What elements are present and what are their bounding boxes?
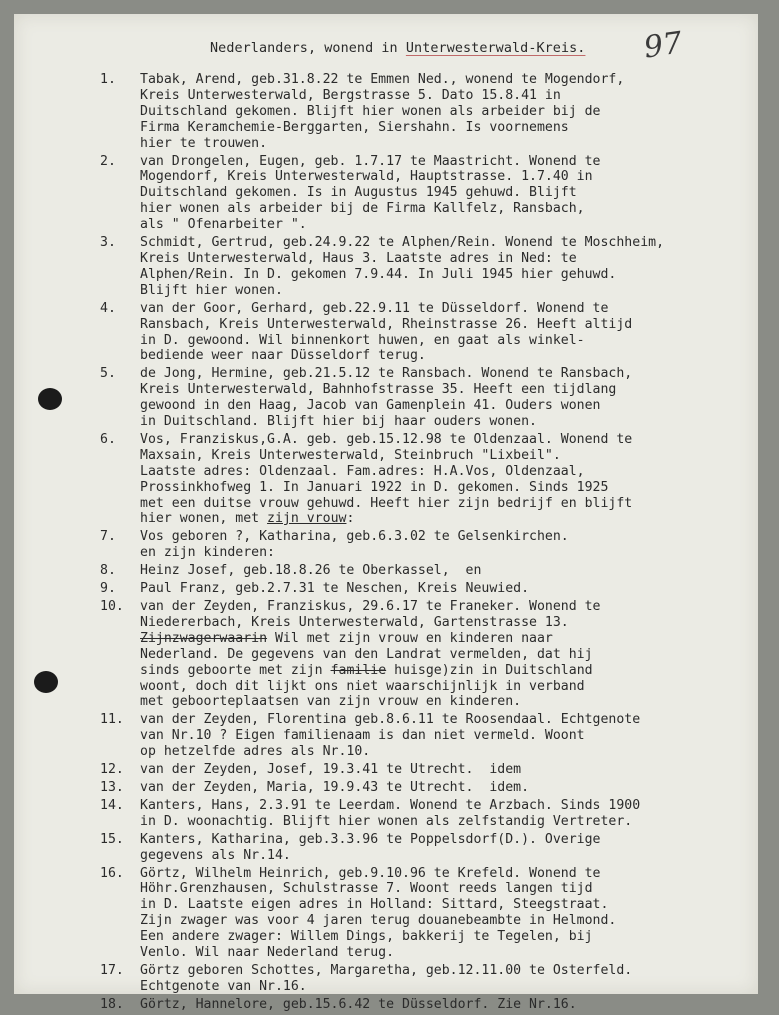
list-item [100,762,760,778]
entry-text: Görtz geboren Schottes, Margaretha, geb.12.11.00 te Osterfeld. Echtgenote van Nr.16. [140,962,633,994]
struck-text: familie [330,662,387,678]
entry-text-continued: Wil met zijn vrouw en kinderen naar Nederland. De gegevens van den Landrat vermelden, dat hij sinds geboorte met zijn [140,630,593,678]
entry-text-continued: huisge)zin in Duitschland woont, doch dit lijkt ons niet waarschijnlijk in verband met geboorteplaatsen van zijn vrouw en kinderen. [140,662,593,710]
entry-text: van der Zeyden, Josef, 19.3.41 te Utrecht. idem [140,762,522,778]
list-item [100,997,760,1013]
entry-number: 4. [100,300,116,316]
list-item [100,72,760,152]
list-item [100,235,760,299]
list-item [100,529,760,561]
list-item [100,798,760,830]
entry-text: Kanters, Katharina, geb.3.3.96 te Poppelsdorf(D.). Overige gegevens als Nr.14. [140,831,601,863]
entry-number: 3. [100,235,116,251]
entry-text: Schmidt, Gertrud, geb.24.9.22 te Alphen/Rein. Wonend te Moschheim, Kreis Unterwesterwald, Haus 3. Laatste adres in Ned: te Alphen/Rein. In D. gekomen 7.9.44. In Juli 1945 hier gehuwd. Blijft hier wonen. [140,235,665,298]
list-item [100,832,760,864]
entry-text: Paul Franz, geb.2.7.31 te Neschen, Kreis Neuwied. [140,581,530,597]
list-item [100,866,760,961]
struck-text: Zijnzwagerwaarin [140,630,268,646]
entry-list [100,72,760,1015]
entry-text: de Jong, Hermine, geb.21.5.12 te Ransbach. Wonend te Ransbach, Kreis Unterwesterwald, Bahnhofstrasse 35. Heeft een tijdlang gewoond in den Haag, Jacob van Gamenplein 41. Ouders wonen in Duitschland. Blijft hier bij haar ouders wonen. [140,366,633,430]
entry-text: van Drongelen, Eugen, geb. 1.7.17 te Maastricht. Wonend te Mogendorf, Kreis Unterwesterwald, Hauptstrasse. 1.7.40 in Duitschland gekomen. Is in Augustus 1945 gehuwd. Blijft hier wonen als arbeider bij de Firma Kallfelz, Ransbach, als " Ofenarbeiter ". [140,153,601,233]
entry-number: 1. [100,72,116,87]
entry-number: 6. [100,431,116,447]
entry-text: Vos, Franziskus,G.A. geb. geb.15.12.98 te Oldenzaal. Wonend te Maxsain, Kreis Unterwesterwald, Steinbruch "Lixbeil". Laatste adres: Oldenzaal. Fam.adres: H.A.Vos, Oldenzaal, Prossinkhofweg 1. In Januari 1922 in D. gekomen. Sinds 1925 met een duitse vrouw gehuwd. Heeft hier zijn bedrijf en blijft hier wonen, met [140,431,633,527]
document-page [14,14,758,1012]
entry-number: 11. [100,712,124,728]
entry-text-tail: : [346,511,355,527]
entry-text: van der Zeyden, Franziskus, 29.6.17 te Franeker. Wonend te Niedererbach, Kreis Unterwesterwald, Gartenstrasse 13. [140,599,601,630]
list-item [100,581,760,597]
entry-number: 12. [100,762,124,778]
entry-number: 8. [100,563,116,579]
entry-text: van der Zeyden, Florentina geb.8.6.11 te Roosendaal. Echtgenote van Nr.10 ? Eigen familienaam is dan niet vermeld. Woont op hetzelfde adres als Nr.10. [140,712,641,760]
entry-text: van der Zeyden, Maria, 19.9.43 te Utrecht. idem. [140,779,530,795]
list-item [100,563,760,579]
list-item [100,780,760,796]
punch-hole [38,388,62,410]
list-item [100,301,760,365]
entry-number: 18. [100,996,124,1012]
title-region: Unterwesterwald-Kreis. [405,41,586,56]
entry-text: Heinz Josef, geb.18.8.26 te Oberkassel, en [140,563,482,579]
list-item [100,599,760,710]
entry-number: 15. [100,831,124,847]
entry-number: 10. [100,599,124,614]
list-item [100,712,760,760]
entry-number: 16. [100,865,124,881]
entry-number: 5. [100,366,116,382]
entry-underlined-text: zijn vrouw [267,511,347,527]
entry-number: 17. [100,962,124,978]
entry-text: Vos geboren ?, Katharina, geb.6.3.02 te Gelsenkirchen. en zijn kinderen: [140,529,569,561]
entry-number: 7. [100,529,116,545]
entry-number: 13. [100,779,124,795]
entry-number: 14. [100,797,124,813]
entry-number: 2. [100,153,116,169]
entry-text: Görtz, Wilhelm Heinrich, geb.9.10.96 te Krefeld. Wonend te Höhr.Grenzhausen, Schulstrasse 7. Woont reeds langen tijd in D. Laatste eigen adres in Holland: Sittard, Steegstraat. Zijn zwager was voor 4 jaren terug douanebeambte in Helmond. Een andere zwager: Willem Dings, bakkerij te Tegelen, bij Venlo. Wil naar Nederland terug. [140,865,617,961]
entry-text: Kanters, Hans, 2.3.91 te Leerdam. Wonend te Arzbach. Sinds 1900 in D. woonachtig. Blijft hier wonen als zelfstandig Vertreter. [140,797,641,829]
entry-text: van der Goor, Gerhard, geb.22.9.11 te Düsseldorf. Wonend te Ransbach, Kreis Unterwesterwald, Rheinstrasse 26. Heeft altijd in D. gewoond. Wil binnenkort huwen, en gaat als winkel- bediende weer naar Düsseldorf terug. [140,300,633,364]
list-item [100,432,760,527]
list-item [100,366,760,430]
punch-hole [34,671,58,693]
handwritten-page-number: 97 [641,25,685,66]
entry-number: 9. [100,581,116,597]
entry-text: Tabak, Arend, geb.31.8.22 te Emmen Ned., wonend te Mogendorf, Kreis Unterwesterwald, Bergstrasse 5. Dato 15.8.41 in Duitschland gekomen. Blijft hier wonen als arbeider bij de Firma Keramchemie-Berggarten, Siershahn. Is voornemens hier te trouwen. [140,72,625,151]
title-prefix: Nederlanders, wonend in [210,41,406,56]
page-title [210,41,585,56]
list-item [100,154,760,234]
entry-text: Görtz, Hannelore, geb.15.6.42 te Düsseldorf. Zie Nr.16. [140,996,577,1012]
list-item [100,963,760,995]
